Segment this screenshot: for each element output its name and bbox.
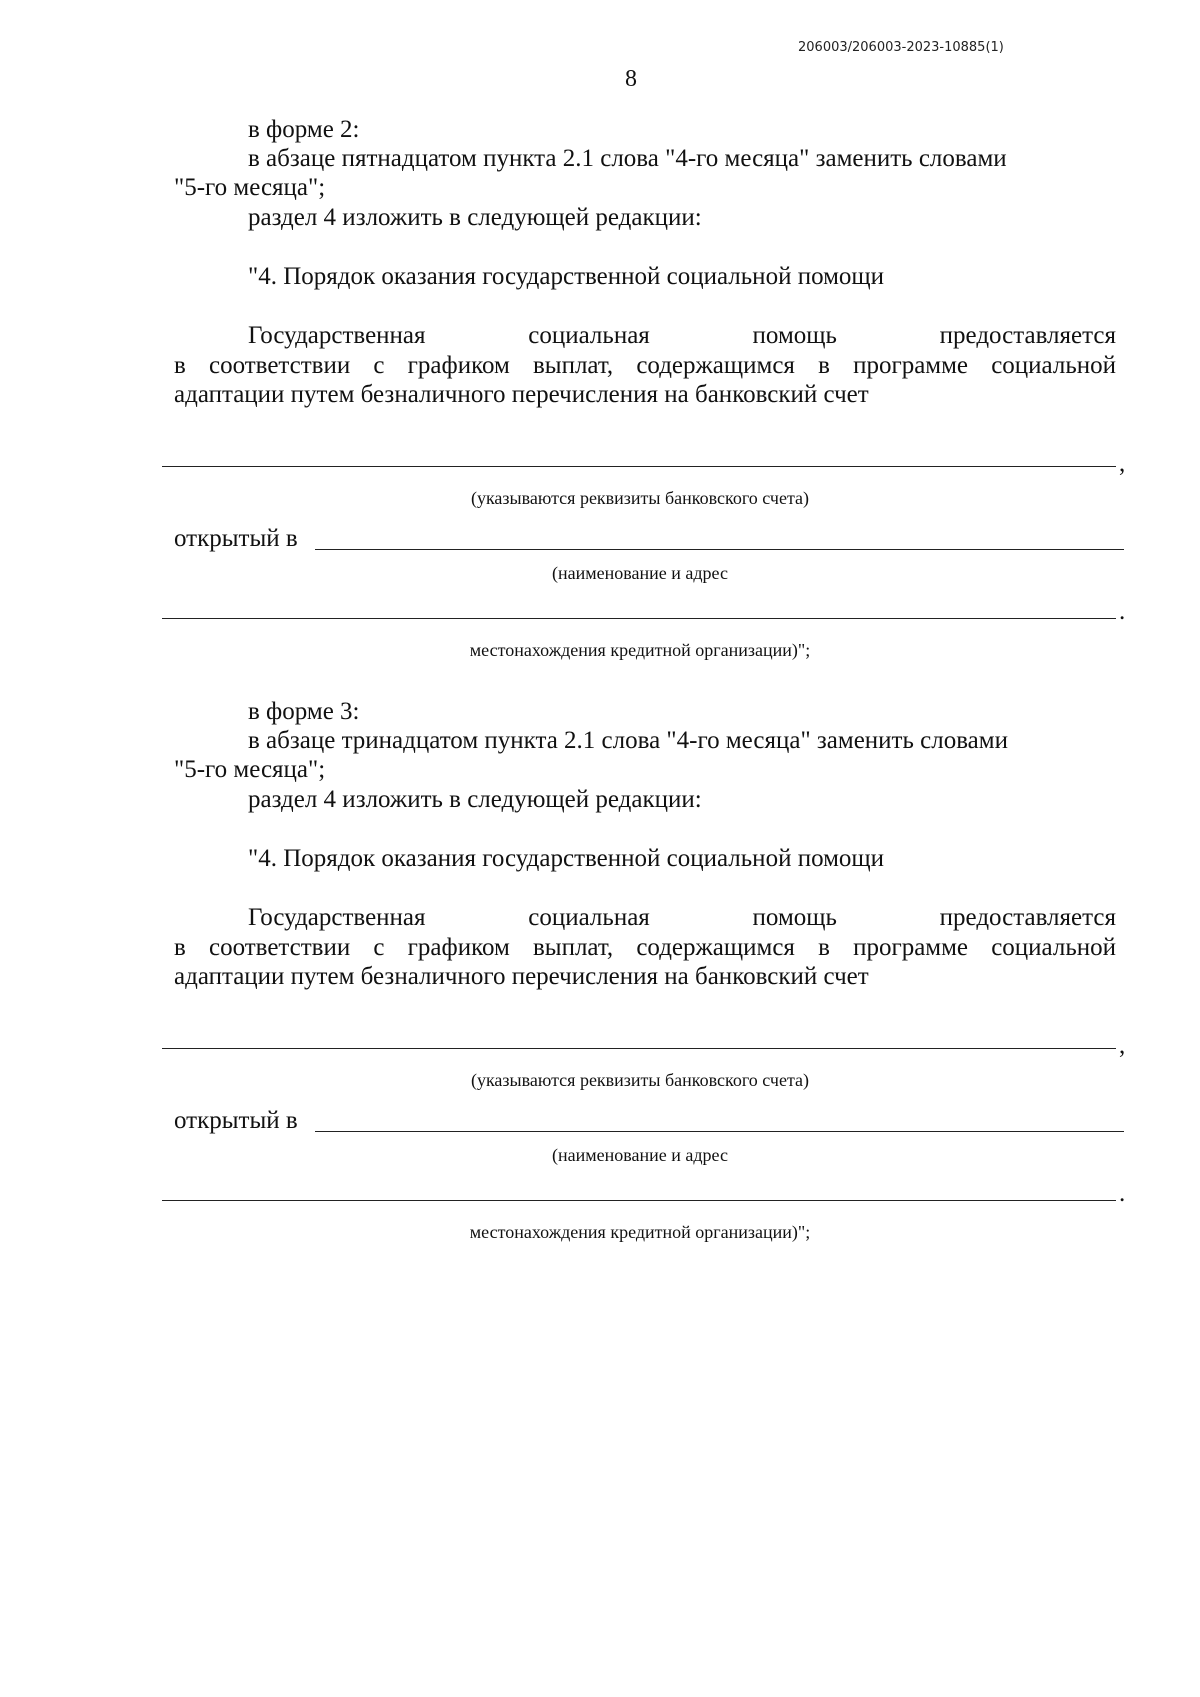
form3-bank-fill-line [315,1131,1124,1132]
form3-heading: в форме 3: [248,698,360,725]
form3-paragraph-line-2 [174,932,1116,964]
form2-bank-fill-line [315,549,1124,550]
form2-paragraph-line-1 [248,320,1116,352]
paragraph-word: в [174,352,186,379]
form3-caption-account: (указываются реквизиты банковского счета) [470,1070,810,1090]
paragraph-word: социальная [528,322,650,349]
form2-fill-period: . [1119,598,1126,625]
paragraph-word: в [174,934,186,961]
paragraph-word: соответствии [208,934,351,961]
form2-fill-comma: , [1119,450,1126,477]
paragraph-word: в [818,352,830,379]
paragraph-word: предоставляется [939,322,1116,349]
form2-section-intro: раздел 4 изложить в следующей редакции: [248,204,702,231]
form2-account-fill-line [162,466,1116,467]
paragraph-word: предоставляется [939,904,1116,931]
form3-section-intro: раздел 4 изложить в следующей редакции: [248,786,702,813]
form2-amendment-line-1: в абзаце пятнадцатом пункта 2.1 слова "4-го месяца" заменить словами [248,145,1007,172]
form3-caption-location: местонахождения кредитной организации)"; [469,1222,811,1242]
paragraph-word: социальная [528,904,650,931]
paragraph-word: в [818,934,830,961]
paragraph-word: выплат, [532,352,614,379]
paragraph-word: выплат, [532,934,614,961]
form3-paragraph-line-3: адаптации путем безналичного перечисления на банковский счет [174,963,869,990]
page-number: 8 [625,66,637,92]
paragraph-word: содержащимся [636,352,795,379]
paragraph-word: графиком [407,352,510,379]
form3-amendment-line-2: "5-го месяца"; [174,756,326,783]
form3-paragraph-line-1 [248,902,1116,934]
form3-section-title: "4. Порядок оказания государственной социальной помощи [248,845,885,872]
form2-opened-label: открытый в [174,525,298,552]
form2-paragraph-line-2 [174,350,1116,382]
form2-paragraph-line-3: адаптации путем безналичного перечисления на банковский счет [174,381,869,408]
paragraph-word: с [373,352,385,379]
paragraph-word: с [373,934,385,961]
form2-amendment-line-2: "5-го месяца"; [174,174,326,201]
form3-account-fill-line [162,1048,1116,1049]
form3-fill-period: . [1119,1180,1126,1207]
paragraph-word: программе [853,934,969,961]
form3-opened-label: открытый в [174,1107,298,1134]
paragraph-word: помощь [752,904,837,931]
paragraph-word: содержащимся [636,934,795,961]
form2-address-fill-line [162,618,1116,619]
form2-caption-location: местонахождения кредитной организации)"; [469,640,811,660]
form3-amendment-line-1: в абзаце тринадцатом пункта 2.1 слова "4-го месяца" заменить словами [248,727,1008,754]
paragraph-word: Государственная [248,322,426,349]
paragraph-word: помощь [752,322,837,349]
paragraph-word: социальной [991,352,1116,379]
form3-caption-name: (наименование и адрес [552,1145,728,1165]
form3-address-fill-line [162,1200,1116,1201]
form2-caption-account: (указываются реквизиты банковского счета) [470,488,810,508]
paragraph-word: программе [853,352,969,379]
paragraph-word: социальной [991,934,1116,961]
form2-section-title: "4. Порядок оказания государственной социальной помощи [248,263,885,290]
document-id: 206003/206003-2023-10885(1) [798,40,1004,55]
paragraph-word: графиком [407,934,510,961]
form3-fill-comma: , [1119,1032,1126,1059]
form2-heading: в форме 2: [248,116,360,143]
form2-caption-name: (наименование и адрес [552,563,728,583]
paragraph-word: Государственная [248,904,426,931]
paragraph-word: соответствии [208,352,351,379]
